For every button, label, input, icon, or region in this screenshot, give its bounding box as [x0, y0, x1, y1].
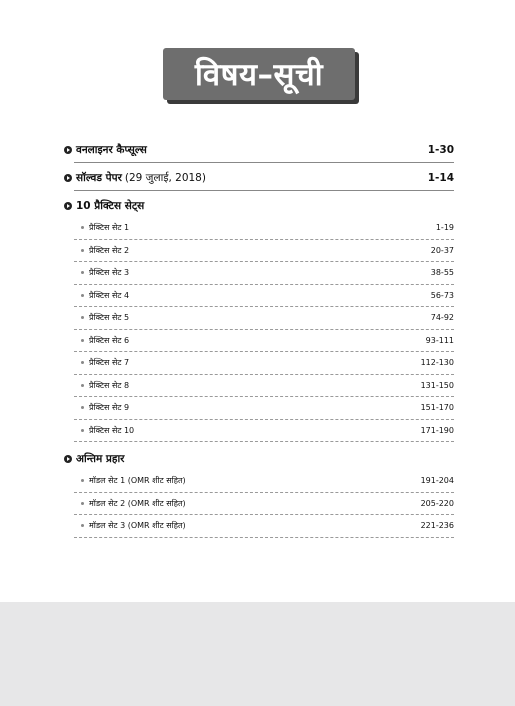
- item-label: प्रैक्टिस सेट 8: [89, 380, 130, 390]
- item-pages: 131-150: [420, 380, 454, 390]
- item-pages: 38-55: [430, 268, 454, 278]
- toc-item-practice-set-7[interactable]: [74, 352, 454, 375]
- bullet-dot-icon: [81, 384, 84, 387]
- item-pages: 1-19: [435, 223, 454, 233]
- bullet-dot-icon: [81, 271, 84, 274]
- bullet-dot-icon: [81, 361, 84, 364]
- bullet-dot-icon: [81, 429, 84, 432]
- item-label: मॉडल सेट 3 (OMR शीट सहित): [89, 521, 186, 531]
- item-pages: 221-236: [420, 521, 454, 531]
- bullet-dot-icon: [81, 294, 84, 297]
- item-label: प्रैक्टिस सेट 1: [89, 223, 130, 233]
- toc-item-model-set-3[interactable]: [74, 515, 454, 538]
- bullet-dot-icon: [81, 226, 84, 229]
- table-of-contents: [64, 139, 454, 538]
- item-label: प्रैक्टिस सेट 7: [89, 358, 130, 368]
- item-label: प्रैक्टिस सेट 2: [89, 245, 130, 255]
- bullet-dot-icon: [81, 524, 84, 527]
- toc-item-practice-set-1[interactable]: [74, 217, 454, 240]
- item-pages: 151-170: [420, 403, 454, 413]
- item-label: मॉडल सेट 2 (OMR शीट सहित): [89, 498, 186, 508]
- toc-item-model-set-2[interactable]: [74, 493, 454, 516]
- item-label: प्रैक्टिस सेट 9: [89, 403, 130, 413]
- toc-item-practice-set-2[interactable]: [74, 240, 454, 263]
- section-note: (29 जुलाई, 2018): [124, 172, 206, 184]
- title-banner: [163, 48, 355, 100]
- item-pages: 112-130: [420, 358, 454, 368]
- toc-item-practice-set-10[interactable]: [74, 420, 454, 443]
- item-pages: 56-73: [430, 290, 454, 300]
- item-label: प्रैक्टिस सेट 10: [89, 425, 135, 435]
- toc-item-practice-set-8[interactable]: [74, 375, 454, 398]
- item-label: प्रैक्टिस सेट 6: [89, 335, 130, 345]
- toc-item-practice-set-5[interactable]: [74, 307, 454, 330]
- section-label: सॉल्वड पेपर: [76, 172, 122, 184]
- divider: [74, 190, 454, 191]
- toc-item-practice-set-6[interactable]: [74, 330, 454, 353]
- section-pages: 1-14: [427, 172, 454, 184]
- item-pages: 205-220: [420, 498, 454, 508]
- bullet-dot-icon: [81, 249, 84, 252]
- bullet-dot-icon: [81, 479, 84, 482]
- toc-section-solved-paper[interactable]: [64, 167, 454, 189]
- bullet-dot-icon: [81, 316, 84, 319]
- bullet-dot-icon: [81, 339, 84, 342]
- bullet-arrow-icon: [64, 146, 72, 154]
- toc-item-practice-set-9[interactable]: [74, 397, 454, 420]
- bullet-dot-icon: [81, 406, 84, 409]
- divider: [74, 162, 454, 163]
- footer-band: [0, 602, 515, 706]
- bullet-dot-icon: [81, 502, 84, 505]
- toc-item-practice-set-3[interactable]: [74, 262, 454, 285]
- toc-section-practice-sets[interactable]: [64, 195, 454, 217]
- item-pages: 74-92: [430, 313, 454, 323]
- toc-item-practice-set-4[interactable]: [74, 285, 454, 308]
- item-label: मॉडल सेट 1 (OMR शीट सहित): [89, 476, 186, 486]
- item-pages: 171-190: [420, 425, 454, 435]
- section-label: 10 प्रैक्टिस सेट्स: [76, 200, 145, 212]
- section-pages: 1-30: [427, 144, 454, 156]
- section-label: अन्तिम प्रहार: [76, 453, 125, 465]
- item-label: प्रैक्टिस सेट 5: [89, 313, 130, 323]
- toc-section-oneliner[interactable]: [64, 139, 454, 161]
- item-pages: 191-204: [420, 476, 454, 486]
- item-label: प्रैक्टिस सेट 4: [89, 290, 130, 300]
- bullet-arrow-icon: [64, 202, 72, 210]
- toc-section-final-strike[interactable]: [64, 448, 454, 470]
- bullet-arrow-icon: [64, 455, 72, 463]
- bullet-arrow-icon: [64, 174, 72, 182]
- section-label: वनलाइनर कैप्सूल्स: [76, 144, 147, 156]
- item-label: प्रैक्टिस सेट 3: [89, 268, 130, 278]
- toc-item-model-set-1[interactable]: [74, 470, 454, 493]
- page-title: विषय–सूची: [163, 48, 355, 100]
- item-pages: 93-111: [425, 335, 454, 345]
- item-pages: 20-37: [430, 245, 454, 255]
